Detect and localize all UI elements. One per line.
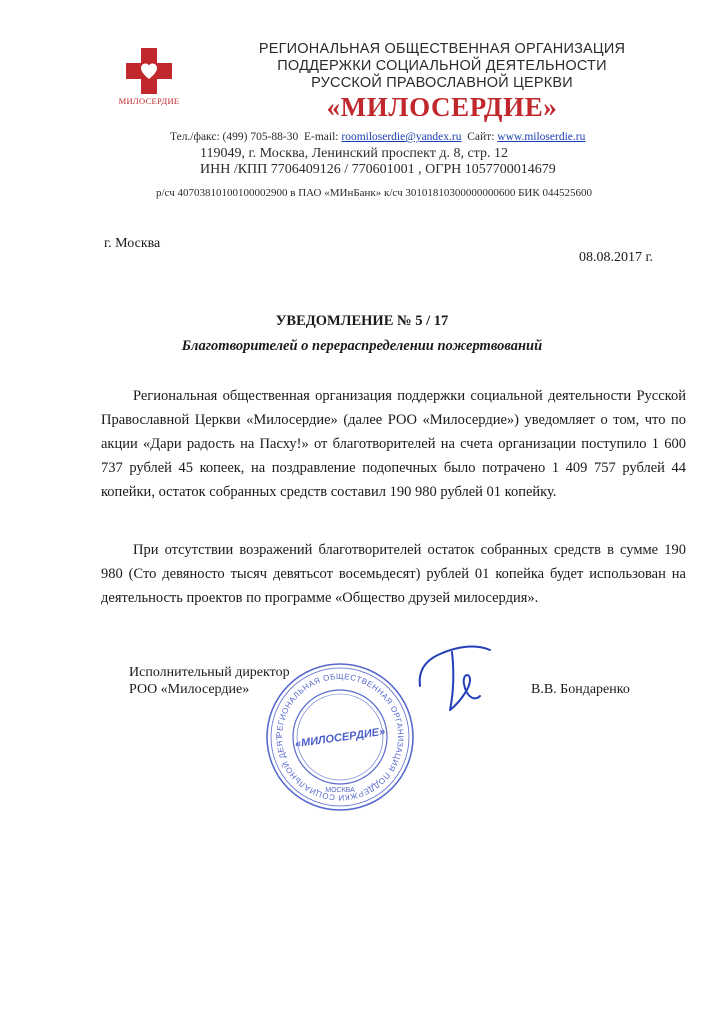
- address-block: [200, 146, 620, 178]
- phone-fax: Тел./факс: (499) 705-88-30: [170, 131, 299, 143]
- body-paragraph-1: Региональная общественная организация поддержки социальной деятельности Русской Православной Церкви «Милосердие» (далее РОО «Милосердие») уведомляет о том, что по акции «Дари радость на Пасху!» от благотворителей на счета организации поступило 1 600 737 рублей 45 копеек, на поздравление подопечных было потрачено 1 409 757 рублей 44 копейки, остаток собранных средств составил 190 980 рублей 01 копейку.: [101, 388, 686, 500]
- position-line-2: РОО «Милосердие»: [129, 682, 250, 697]
- org-line-2: ПОДДЕРЖКИ СОЦИАЛЬНОЙ ДЕЯТЕЛЬНОСТИ: [277, 58, 607, 74]
- seal-bottom-text: МОСКВА: [325, 787, 355, 794]
- red-cross-heart-icon: [126, 48, 172, 94]
- document-subtitle: Благотворителей о перераспределении пожертвований: [181, 338, 543, 354]
- document-title: УВЕДОМЛЕНИЕ № 5 / 17: [275, 313, 449, 329]
- email-link[interactable]: roomiloserdie@yandex.ru: [341, 131, 462, 143]
- handwritten-signature: [408, 640, 518, 725]
- organization-full-name: [236, 41, 648, 92]
- logo-caption: МИЛОСЕРДИЕ: [118, 96, 180, 106]
- organization-brand-name: «МИЛОСЕРДИЕ»: [326, 92, 558, 122]
- seal-outer-text: РЕГИОНАЛЬНАЯ ОБЩЕСТВЕННАЯ ОРГАНИЗАЦИЯ ПОДДЕРЖКИ СОЦИАЛЬНОЙ ДЕЯТ: [274, 671, 406, 803]
- org-line-1: РЕГИОНАЛЬНАЯ ОБЩЕСТВЕННАЯ ОРГАНИЗАЦИЯ: [258, 41, 626, 57]
- organization-logo: [104, 48, 194, 106]
- website-link[interactable]: www.miloserdie.ru: [497, 131, 586, 143]
- organization-seal: [263, 660, 417, 819]
- seal-center-text: «МИЛОСЕРДИЕ»: [294, 725, 386, 751]
- postal-address: 119049, г. Москва, Ленинский проспект д. 8, стр. 12: [200, 146, 508, 161]
- city: г. Москва: [104, 236, 161, 251]
- bank-details: р/сч 40703810100100002900 в ПАО «МИнБанк» к/сч 30101810300000000600 БИК 044525600: [156, 187, 592, 199]
- email-label: E-mail:: [303, 131, 339, 143]
- document-date: 08.08.2017 г.: [579, 250, 654, 265]
- body-paragraph-2: При отсутствии возражений благотворителей остаток собранных средств в сумме 190 980 (Сто девяносто тысяч девятьсот восемьдесят) рублей 01 копейка будет использован на деятельность проектов по программе «Общество друзей милосердия».: [101, 542, 686, 606]
- org-line-3: РУССКОЙ ПРАВОСЛАВНОЙ ЦЕРКВИ: [311, 75, 573, 91]
- site-label: Сайт:: [467, 131, 495, 143]
- signatory-name: В.В. Бондаренко: [531, 682, 630, 697]
- contact-line: [170, 130, 690, 145]
- position-line-1: Исполнительный директор: [129, 665, 290, 680]
- tax-ids: ИНН /КПП 7706409126 / 770601001 , ОГРН 1057700014679: [200, 162, 556, 177]
